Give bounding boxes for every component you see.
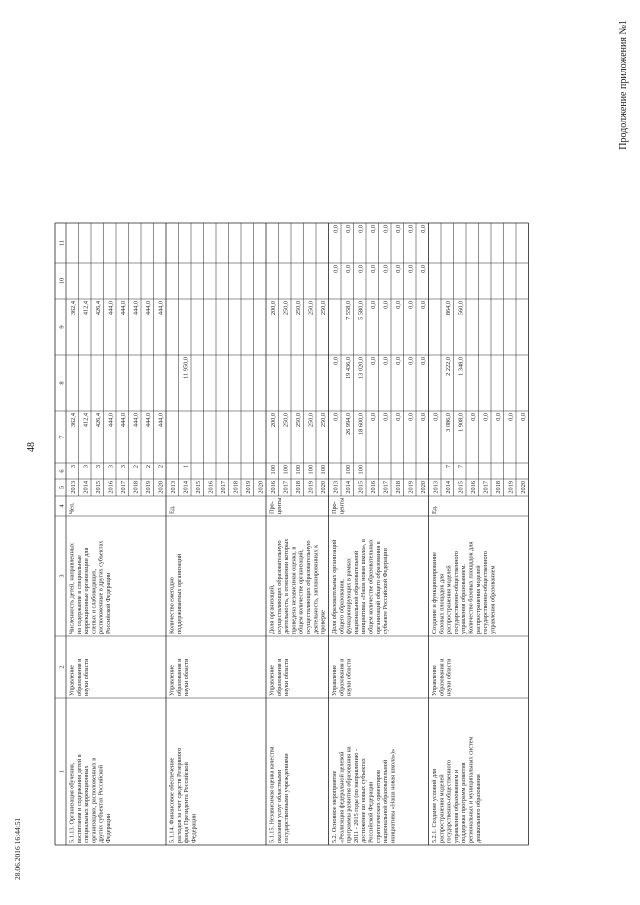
executor-name: науки области [283,658,291,696]
indicator-name: базовых площадок для [438,574,446,634]
year-cell: 2016 [370,481,377,494]
measure-name: достижение во новых субъектах [360,758,368,843]
column-number: 11 [58,239,66,247]
year-cell: 2014 [82,481,90,494]
local-funding-cell: 0,0 [407,265,415,273]
measure-name: Российской Федерации [367,781,375,843]
total-funding-cell: 250,0 [307,413,315,428]
indicator-name: общем количестве организаций, [297,549,305,634]
local-funding-cell: 0,0 [395,265,402,273]
indicator-name: Численность детей, направленных [68,542,76,634]
total-funding-cell: 0,0 [407,413,415,421]
year-cell: 2020 [420,481,427,494]
year-cell: 2019 [245,481,252,494]
indicator-name: проведена независимая оценка, в [290,546,298,634]
indicator-name: управления образованием. [460,564,468,634]
federal-funding-cell: 2 222,0 [445,357,452,376]
year-cell: 2015 [95,481,102,494]
local-funding-cell: 0,0 [332,265,340,273]
regional-funding-cell: 7 558,0 [345,301,352,320]
year-cell: 2018 [395,481,402,494]
target-value-cell: 3 [70,465,77,469]
page-number: 48 [26,442,37,452]
measure-name: управления образованием и [452,769,460,843]
total-funding-cell: 444,0 [120,413,127,428]
regional-funding-cell: 0,0 [370,301,377,309]
indicator-name: субъекте Российской Федерации [382,548,390,634]
indicator-name: управления образованием [489,565,497,634]
indicator-name: Российской Федерации [105,572,112,634]
other-funding-cell: 0,0 [407,225,415,233]
indicator-name: государственно-общественного [452,550,460,634]
measure-name: инициативы «Наша новая школа»)» [389,748,397,843]
unit-label: Про- [268,501,276,514]
regional-funding-cell: 426,4 [95,301,102,316]
unit-label: Чел. [68,502,76,514]
indicator-name: Доля образовательных организаций [331,539,338,634]
column-number: 9 [58,325,66,329]
executor-name: науки области [345,658,353,696]
target-value-cell: 3 [95,465,102,469]
year-cell: 2014 [445,481,452,494]
measure-name: 2011 - 2015 годы (по направлению - [352,748,360,843]
year-cell: 2018 [495,481,502,494]
measure-name: специальных коррекционных [83,765,91,843]
target-value-cell: 7 [457,465,465,469]
indicator-name: поддерживаемых организаций [175,553,183,634]
regional-funding-cell: 0,0 [420,301,427,309]
regional-funding-cell: 412,4 [82,301,90,316]
year-cell: 2013 [332,481,340,494]
target-value-cell: 3 [120,465,127,469]
regional-funding-cell: 444,0 [145,301,152,316]
measure-name: других субъектах Российской [97,765,105,843]
total-funding-cell: 426,4 [95,413,102,428]
year-cell: 2019 [145,481,152,494]
year-cell: 2016 [270,481,277,494]
indicator-name: инициативы «Наша новая школа», в [360,539,368,634]
executor-name: образования и [438,658,446,696]
regional-funding-cell: 250,0 [282,301,290,316]
measure-name: Федерации [105,813,112,843]
indicator-name: проверке [319,610,327,634]
year-cell: 2020 [320,481,327,494]
year-cell: 2016 [107,481,115,494]
year-cell: 2017 [282,481,290,494]
executor-name: науки области [83,658,91,696]
total-funding-cell: 0,0 [470,413,477,421]
year-cell: 2018 [132,481,140,494]
other-funding-cell: 0,0 [345,225,352,233]
target-value-cell: 100 [320,465,327,475]
executor-name: Управление [431,664,438,696]
local-funding-cell: 0,0 [370,265,377,273]
indicator-name: распространения моделей [474,565,482,634]
indicator-name: слепых и слабовидящих, [90,568,98,634]
measure-name: программы развития образования на [345,746,353,843]
indicator-name: распространения моделей [445,565,453,634]
year-cell: 2014 [182,481,190,494]
regional-funding-cell: 362,4 [70,301,77,316]
indicator-name: организаций общего образования в [374,541,382,634]
total-funding-cell: 0,0 [420,413,427,421]
year-cell: 2017 [382,481,390,494]
target-value-cell: 100 [307,465,315,475]
year-cell: 2013 [170,481,177,494]
year-cell: 2019 [307,481,315,494]
total-funding-cell: 250,0 [295,413,302,428]
executor-name: Управление [168,664,176,696]
other-funding-cell: 0,0 [370,225,377,233]
executor-name: науки области [445,658,453,696]
local-funding-cell: 0,0 [420,265,427,273]
measure-name: 5.1.14. Финансовое обеспечение [168,757,176,843]
total-funding-cell: 444,0 [107,413,115,428]
year-cell: 2013 [70,481,77,494]
measure-name: национальной образовательной [382,759,390,843]
regional-funding-cell: 5 580,0 [357,301,365,320]
indicator-name: осуществляющих образовательную [275,540,283,634]
measure-name: 5.1.15. Независимая оценка качества [268,746,276,843]
indicator-name: функционирующих в рамках [345,557,353,634]
executor-name: Управление [68,664,76,696]
measure-name: распространения моделей [438,774,446,843]
measure-name: 5.1.13. Организация обучения, [68,762,76,843]
indicator-name: расположенные в других субъектах [97,540,105,634]
federal-funding-cell: 13 020,0 [357,357,365,380]
executor-name: образования и [275,658,283,696]
indicator-name: Количество ежегодно [168,577,176,634]
measure-name: стратегических ориентиров [374,770,382,843]
unit-label: Ед. [168,505,176,514]
indicator-name: Количество базовых площадок для [467,541,475,634]
federal-funding-cell: 0,0 [332,357,340,365]
unit-label: Ед. [431,505,438,514]
column-number: 8 [58,381,66,385]
federal-funding-cell: 1 348,0 [457,357,465,376]
total-funding-cell: 0,0 [370,413,377,421]
indicator-name: государственно-общественного [482,550,490,634]
total-funding-cell: 250,0 [282,413,290,428]
column-number: 6 [58,469,66,473]
column-number: 4 [58,504,66,508]
federal-funding-cell: 0,0 [382,357,390,365]
total-funding-cell: 18 600,0 [357,413,365,436]
target-value-cell: 2 [145,465,152,469]
appendix-label: Продолжение приложения №1 [618,20,629,150]
regional-funding-cell: 200,0 [270,301,277,316]
federal-funding-cell: 0,0 [420,357,427,365]
other-funding-cell: 0,0 [395,225,402,233]
total-funding-cell: 0,0 [507,413,515,421]
total-funding-cell: 26 994,0 [345,413,352,436]
total-funding-cell: 444,0 [157,413,165,428]
year-cell: 2016 [207,481,215,494]
regional-funding-cell: 0,0 [395,301,402,309]
other-funding-cell: 0,0 [382,225,390,233]
federal-funding-cell: 19 436,0 [345,357,352,380]
total-funding-cell: 250,0 [320,413,327,428]
measure-name: 5.2. Основное мероприятие [331,770,338,843]
total-funding-cell: 412,4 [82,413,90,428]
total-funding-cell: 1 908,0 [457,413,465,432]
year-cell: 2018 [295,481,302,494]
total-funding-cell: 444,0 [145,413,152,428]
target-value-cell: 2 [132,465,140,469]
measure-name: оказания услуг областными [275,769,283,843]
measure-name: поддержка программ развития [460,762,468,843]
year-cell: 2015 [457,481,465,494]
total-funding-cell: 362,4 [70,413,77,428]
regional-funding-cell: 0,0 [407,301,415,309]
year-cell: 2020 [520,481,527,494]
target-value-cell: 100 [357,465,365,475]
regional-funding-cell: 444,0 [157,301,165,316]
year-cell: 2019 [407,481,415,494]
indicator-name: на содержание в специальные [75,554,83,634]
print-timestamp: 28.06.2016 16:44:51 [13,817,22,880]
target-value-cell: 100 [295,465,302,475]
column-number: 1 [58,769,66,774]
indicator-name: общего образования, [338,579,346,634]
executor-name: науки области [183,658,191,696]
total-funding-cell: 0,0 [495,413,502,421]
regional-funding-cell: 250,0 [320,301,327,316]
total-funding-cell: 0,0 [432,413,440,421]
regional-funding-cell: 864,0 [445,301,452,316]
target-value-cell: 3 [107,465,115,469]
indicator-name: осуществляющих образовательную [305,540,312,634]
measure-name: государственными учреждениями [283,753,291,843]
measure-name: фонда Президента Российской [183,762,191,843]
year-cell: 2014 [345,481,352,494]
year-cell: 2017 [120,481,127,494]
target-value-cell: 2 [157,465,165,469]
regional-funding-cell: 444,0 [120,301,127,316]
local-funding-cell: 0,0 [382,265,390,273]
column-number: 2 [58,665,66,669]
federal-funding-cell: 11 950,0 [182,357,190,379]
total-funding-cell: 0,0 [332,413,340,421]
total-funding-cell: 444,0 [132,413,140,428]
measure-name: дошкольного образования [474,774,482,843]
indicator-name: общем количестве образовательных [367,539,375,634]
executor-name: Управление [268,664,276,696]
indicator-name: Создание и функционирование [431,552,438,634]
federal-funding-cell: 0,0 [370,357,377,365]
target-value-cell: 100 [345,465,352,475]
total-funding-cell: 3 086,0 [445,413,452,432]
year-cell: 2018 [232,481,240,494]
indicator-name: Доля организаций, [268,584,276,634]
total-funding-cell: 0,0 [382,413,390,421]
target-value-cell: 100 [282,465,290,475]
regional-funding-cell: 250,0 [307,301,315,316]
executor-name: образования и [338,658,346,696]
target-value-cell: 100 [270,465,277,475]
measure-name: организациях, расположенных в [90,757,98,843]
indicator-name: коррекционные организации для [83,547,91,634]
column-number: 3 [58,574,66,578]
year-cell: 2017 [482,481,490,494]
indicator-name: деятельность, в отношении которых [283,538,291,634]
year-cell: 2020 [157,481,165,494]
measure-name: воспитания и содержания детей в [75,754,83,843]
year-cell: 2017 [220,481,227,494]
year-cell: 2020 [257,481,265,494]
measure-name: расходов за счет средств Резервного [175,747,183,843]
indicator-name: национальной образовательной [352,550,360,634]
measure-name: Федерации [190,813,198,843]
target-value-cell: 3 [82,465,90,469]
regional-funding-cell: 0,0 [382,301,390,309]
column-number: 5 [58,485,66,490]
measure-name: «Реализация федеральной целевой [338,751,346,843]
other-funding-cell: 0,0 [332,225,340,233]
target-value-cell: 7 [445,465,452,469]
target-value-cell: 1 [182,465,190,469]
regional-funding-cell: 560,0 [457,301,465,316]
column-number: 10 [58,277,66,285]
measure-name: 5.2.1. Создание условий для [431,768,438,843]
local-funding-cell: 0,0 [357,265,365,273]
unit-label: центы [338,497,346,514]
year-cell: 2016 [470,481,477,494]
year-cell: 2013 [432,481,440,494]
budget-table [55,223,529,845]
unit-label: Про- [331,501,338,514]
indicator-name: деятельность, запланированных к [312,544,320,634]
local-funding-cell: 0,0 [345,265,352,273]
regional-funding-cell: 444,0 [107,301,115,316]
total-funding-cell: 0,0 [395,413,402,421]
total-funding-cell: 0,0 [520,413,527,421]
measure-name: региональных и муниципальных систем [467,736,475,843]
federal-funding-cell: 0,0 [395,357,402,365]
year-cell: 2015 [195,481,202,494]
other-funding-cell: 0,0 [357,225,365,233]
executor-name: образования и [175,658,183,696]
year-cell: 2019 [507,481,515,494]
executor-name: образования и [75,658,83,696]
executor-name: Управление [331,664,338,696]
measure-name: государственно-общественного [445,759,453,843]
column-number: 7 [58,435,66,439]
regional-funding-cell: 250,0 [295,301,302,316]
year-cell: 2015 [357,481,365,494]
unit-label: центы [275,497,283,514]
regional-funding-cell: 444,0 [132,301,140,316]
federal-funding-cell: 0,0 [407,357,415,365]
total-funding-cell: 0,0 [482,413,490,421]
other-funding-cell: 0,0 [420,225,427,233]
total-funding-cell: 200,0 [270,413,277,428]
